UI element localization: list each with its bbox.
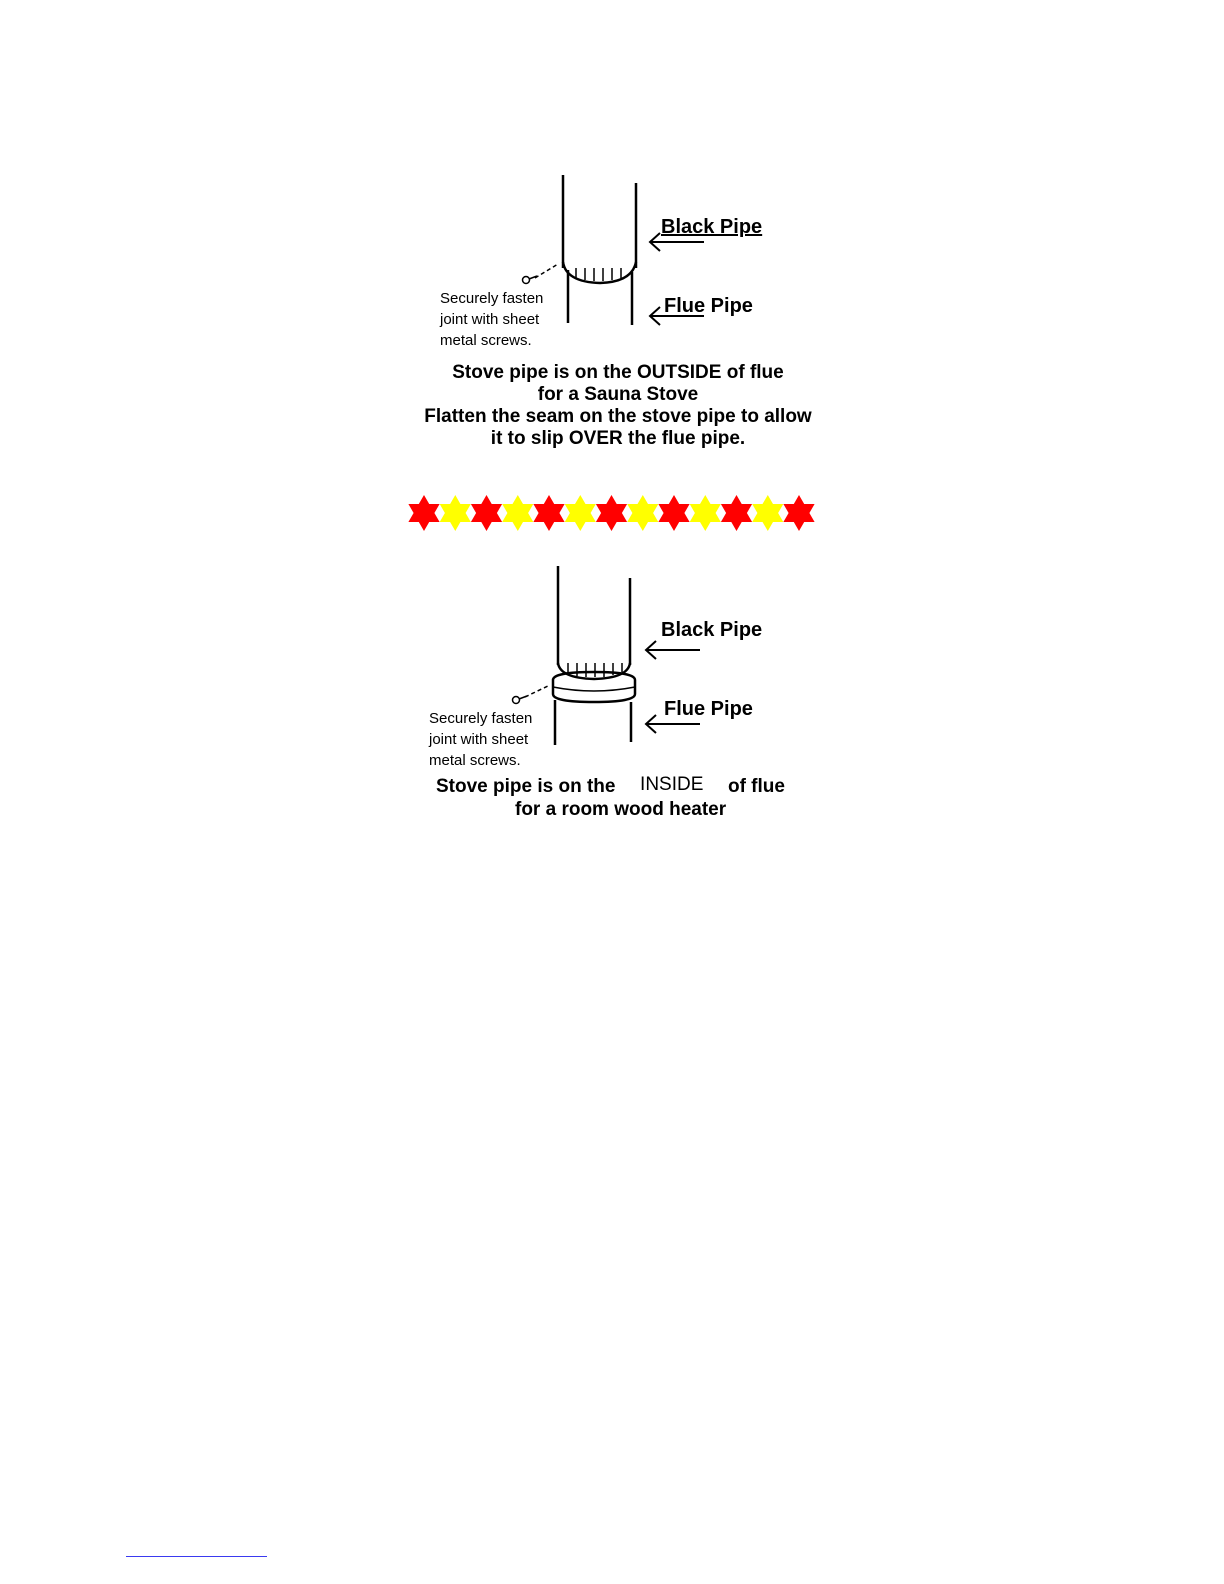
screw-leader-line	[525, 685, 550, 697]
label-black-pipe-text: Black Pipe	[661, 619, 763, 641]
fasten-note-line: metal screws.	[440, 332, 532, 349]
caption-line: Stove pipe is on the OUTSIDE of flue	[452, 362, 784, 383]
caption-outside-flue	[392, 362, 844, 450]
caption-part: for a room wood heater	[515, 799, 727, 820]
caption-line: Flatten the seam on the stove pipe to allow	[424, 406, 812, 427]
label-black-pipe-text: Black Pipe	[661, 216, 763, 238]
screw-icon	[523, 276, 538, 284]
label-flue-pipe-2	[664, 698, 753, 721]
arrow-black-pipe	[646, 641, 700, 659]
star-icon	[721, 495, 752, 531]
caption-emphasis: INSIDE	[640, 774, 704, 795]
caption-part: Stove pipe is on the	[436, 776, 616, 797]
fasten-note-line: joint with sheet	[440, 311, 540, 328]
star-icon	[783, 495, 814, 531]
star-icon	[440, 495, 471, 531]
fasten-note-line: metal screws.	[429, 752, 521, 769]
crimp-marks	[576, 268, 621, 281]
star-icon	[502, 495, 533, 531]
crimp-marks	[568, 663, 622, 677]
fasten-note-line: Securely fasten	[429, 710, 533, 727]
caption-line: it to slip OVER the flue pipe.	[490, 428, 746, 449]
star-icon	[533, 495, 564, 531]
star-icon	[752, 495, 783, 531]
caption-line: for a Sauna Stove	[537, 384, 699, 405]
flue-collar	[553, 672, 635, 702]
label-flue-pipe	[664, 295, 753, 318]
label-flue-pipe-text: Flue Pipe	[664, 698, 753, 720]
star-icon	[658, 495, 689, 531]
star-icon	[471, 495, 502, 531]
caption-part: of flue	[727, 776, 785, 797]
star-icon	[627, 495, 658, 531]
label-black-pipe-2	[661, 619, 762, 642]
footnote-separator	[126, 1556, 267, 1557]
caption-inside-flue-line2	[515, 799, 726, 821]
label-flue-pipe-text: Flue Pipe	[664, 295, 753, 317]
fasten-note-2	[429, 708, 532, 771]
screw-icon	[513, 696, 528, 704]
screw-leader-line	[535, 264, 558, 278]
fasten-note	[440, 288, 543, 351]
star-icon	[596, 495, 627, 531]
crimped-joint	[563, 262, 636, 283]
star-icon	[565, 495, 596, 531]
flue-collar-band	[553, 687, 635, 691]
fasten-note-line: joint with sheet	[429, 731, 529, 748]
star-divider	[408, 495, 814, 531]
fasten-note-line: Securely fasten	[440, 290, 544, 307]
label-black-pipe	[661, 216, 762, 239]
caption-inside-flue-line1	[436, 776, 785, 798]
star-icon	[690, 495, 721, 531]
star-icon	[408, 495, 439, 531]
